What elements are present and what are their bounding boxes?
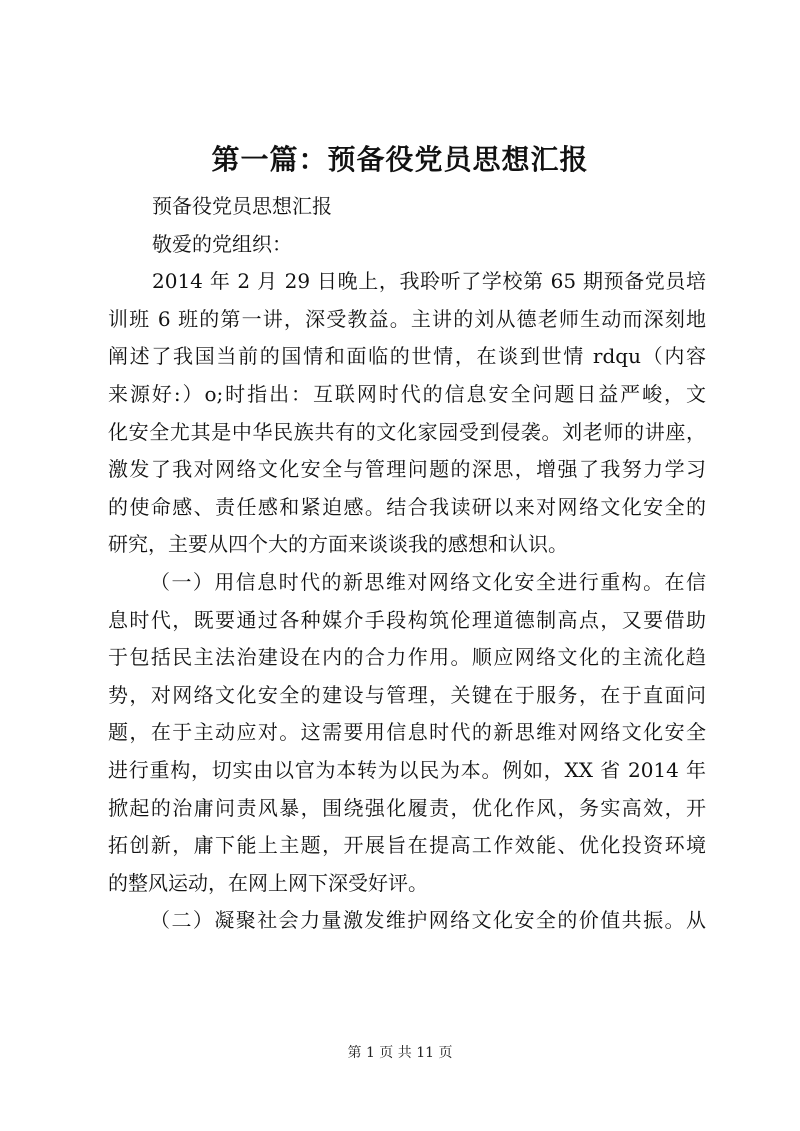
paragraph-line: 阐述了我国当前的国情和面临的世情，在谈到世情 rdqu（内容 <box>108 344 706 369</box>
paragraph-line: （一）用信息时代的新思维对网络文化安全进行重构。在信 <box>150 569 706 594</box>
paragraph-line: 训班 6 班的第一讲，深受教益。主讲的刘从德老师生动而深刻地 <box>108 306 706 331</box>
paragraph-line: 息时代，既要通过各种媒介手段构筑伦理道德制高点，又要借助 <box>108 607 706 632</box>
page-footer: 第 1 页 共 11 页 <box>347 1045 453 1061</box>
paragraph-line: 研究，主要从四个大的方面来谈谈我的感想和认识。 <box>108 532 568 557</box>
salutation: 敬爱的党组织： <box>152 231 292 256</box>
paragraph-line: 来源好:）o;时指出：互联网时代的信息安全问题日益严峻，文 <box>108 381 706 406</box>
paragraph-line: 的使命感、责任感和紧迫感。结合我读研以来对网络文化安全的 <box>108 494 706 519</box>
document-subtitle: 预备役党员思想汇报 <box>152 194 332 218</box>
paragraph-line: 2014 年 2 月 29 日晚上，我聆听了学校第 65 期预备党员培 <box>152 269 706 294</box>
paragraph-line: 激发了我对网络文化安全与管理问题的深思，增强了我努力学习 <box>108 457 706 482</box>
paragraph-line: 化安全尤其是中华民族共有的文化家园受到侵袭。刘老师的讲座， <box>108 419 706 444</box>
paragraph-line: 进行重构，切实由以官为本转为以民为本。例如，XX 省 2014 年 <box>108 757 706 782</box>
paragraph-line: 的整风运动，在网上网下深受好评。 <box>108 870 428 895</box>
paragraph-line: （二）凝聚社会力量激发维护网络文化安全的价值共振。从 <box>150 908 706 933</box>
paragraph-line: 拓创新，庸下能上主题，开展旨在提高工作效能、优化投资环境 <box>108 833 706 858</box>
paragraph-3 <box>108 902 706 940</box>
paragraph-1 <box>108 263 706 564</box>
document-body <box>108 188 706 940</box>
paragraph-line: 题，在于主动应对。这需要用信息时代的新思维对网络文化安全 <box>108 720 706 745</box>
paragraph-line: 于包括民主法治建设在内的合力作用。顺应网络文化的主流化趋 <box>108 645 706 670</box>
paragraph-2 <box>108 564 706 902</box>
document-title: 第一篇：预备役党员思想汇报 <box>211 143 589 176</box>
paragraph-line: 掀起的治庸问责风暴，围绕强化履责，优化作风，务实高效，开 <box>108 795 706 820</box>
paragraph-line: 势，对网络文化安全的建设与管理，关键在于服务，在于直面问 <box>108 682 706 707</box>
